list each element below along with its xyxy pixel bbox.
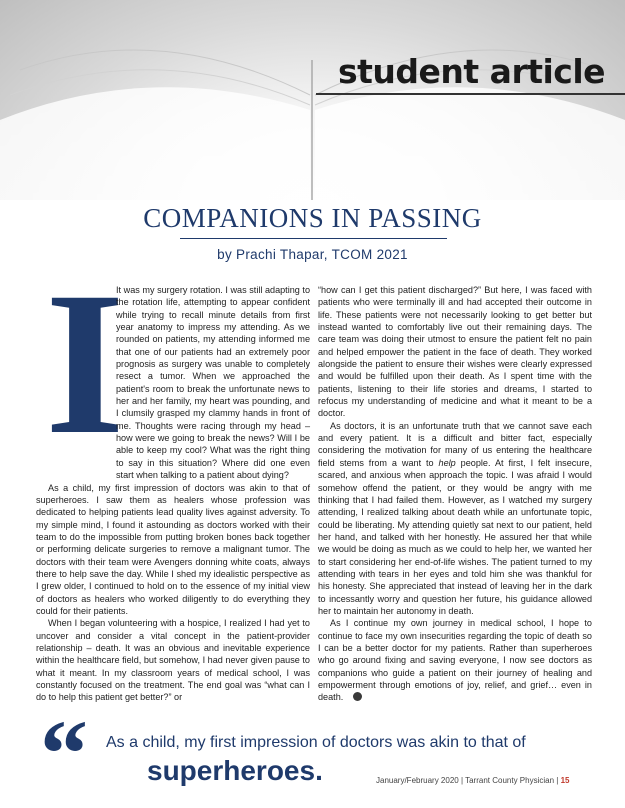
footer-publication: January/February 2020 | Tarrant County Physician |: [376, 776, 559, 785]
paragraph-closing: [318, 617, 592, 703]
title-rule: [180, 238, 447, 239]
open-book-illustration: [0, 0, 625, 200]
section-label-rule: [316, 93, 625, 95]
emphasis-help: help: [438, 457, 456, 468]
pull-quote-line2: superheroes.: [147, 755, 323, 786]
page-number: 15: [560, 776, 570, 785]
quote-mark-icon: “: [40, 700, 82, 807]
paragraph-text: As doctors, it is an unfortunate truth that we cannot save each and every patient. It is a difficult and bitter fact, especially considering the motivation for many of us entering the healthcare field stems from a want to: [318, 420, 592, 468]
paragraph-cannot-save: [318, 420, 592, 618]
paragraph-text: people. At first, I felt insecure, scared, and anxious when approach the topic. I was afraid I would somehow offend the patient, or they would be angry with me thinking that I had failed them. However, as I watched my surgery attending, I realized talking about death while an unfortunate topic, could be liberating. My attending quietly sat next to our patient, held her hand, and talked with her honestly. He assured her that while we would be doing as much as we could to help her, we wanted her to start considering her end-of-life wishes. The patient turned to my attending with tears in her eyes and told him she was thankful for his honesty. She appreciated that instead of leaving her in the dark to incessantly worry and question her future, his guidance allowed her to maintain her autonomy in death.: [318, 457, 592, 616]
paragraph-text: As I continue my own journey in medical school, I hope to continue to face my own insecurities regarding the topic of death so I can be a better doctor for my patients. Rather than superheroes who go around fixing and saving everyone, I now see doctors as companions who guide a patient on their journey of healing and empowerment through emotions of joy, relief, and grief… even in death.: [318, 618, 592, 703]
paragraph-opening: It was my surgery rotation. I was still adapting to the rotation life, attempting to appear confident while trying to recall minute details from first year anatomy to impress my attending. As we rounded on patients, my attending informed me that one of our patients had an extremely poor prognosis as surgery was unable to completely resect a tumor. When we approached the patient's room to break the unfortunate news to her and her family, my heart was pounding, and I clumsily grasped my clammy hands in front of me. Thoughts were racing through my head – how were we going to break the news? Will I be able to keep my cool? What was the right thing to say in this situation? Where did one even start when talking to a patient about dying?: [116, 285, 310, 481]
article-byline: by Prachi Thapar, TCOM 2021: [217, 247, 408, 262]
paragraph-superheroes: As a child, my first impression of doctors was akin to that of superheroes. I saw them as healers whose profession was dedicated to helping patients lead quality lives against adversity. To my simple mind, I found it astounding as doctors worked with their team to do the impossible from putting broken bones back together or performing delicate surgeries to remove a malignant tumor. The doctors with their team were Avengers donning white coats, always there to help save the day. While I shed my idealistic perspective as I grew older, I continued to hold on to the essence of my initial view of doctors as healers who worked diligently to do everything they could for their patients.: [36, 482, 310, 616]
article-column-left: [36, 284, 310, 704]
section-label: student article: [338, 52, 606, 91]
open-book-banner: [0, 0, 625, 200]
article-title: COMPANIONS IN PASSING: [143, 203, 482, 233]
end-of-article-icon: [353, 692, 362, 701]
article-column-right: [318, 284, 592, 704]
paragraph-hospice: When I began volunteering with a hospice, I realized I had yet to uncover and consider a vital concept in the patient-provider relationship – death. It was an obvious and inevitable experience within the healthcare field, but somehow, I had never given pause to what it meant. In my classroom years of medical school, I was constantly focused on the treatment. The end goal was “what can I do to help this patient get better?” or: [36, 618, 310, 703]
paragraph-terminally-ill: “how can I get this patient discharged?” But here, I was faced with patients who were terminally ill and had accepted their outcome in life. These patients were not necessarily looking to get better but instead wanted to comfortably live out their remaining days. The care team was doing their utmost to ensure the patient felt no pain and helped empower the patient in the face of death. They worked alongside the patient to ensure their wishes were clearly expressed and would be fulfilled upon their death. As I spent time with the patients, listening to their life stories and dreams, I started to refocus my understanding of medicine and what it meant to be a doctor.: [318, 285, 592, 419]
pull-quote-line1: As a child, my first impression of doctors was akin to that of: [106, 734, 526, 751]
drop-cap: I: [45, 250, 125, 477]
page-footer: [376, 776, 569, 785]
